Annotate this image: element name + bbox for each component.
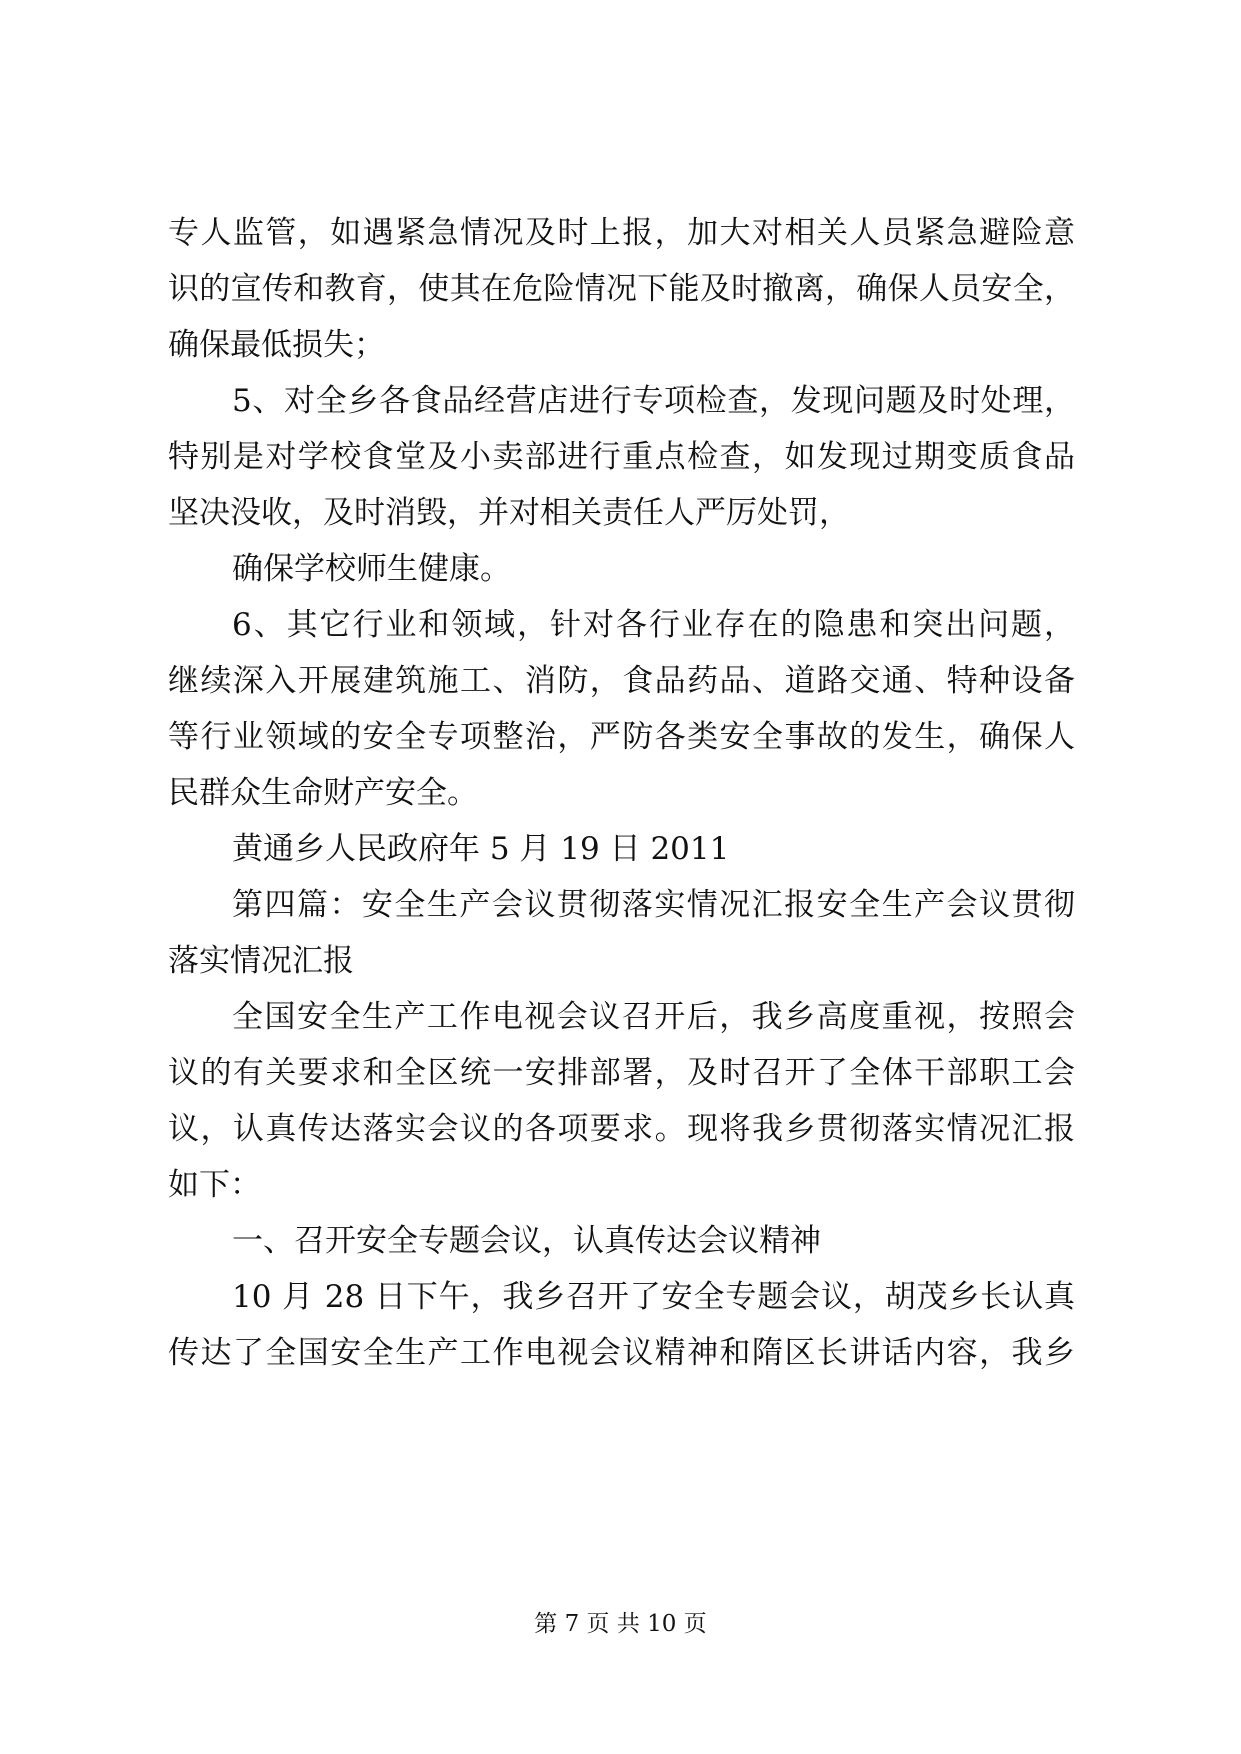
subsection-heading: 一、召开安全专题会议，认真传达会议精神 [232,1223,821,1259]
text-line: 传达了全国安全生产工作电视会议精神和隋区长讲话内容，我乡 [168,1335,1075,1371]
text-line: 识的宣传和教育，使其在危险情况下能及时撤离，确保人员安全， [168,271,1075,307]
section-heading: 第四篇：安全生产会议贯彻落实情况汇报安全生产会议贯彻 [232,887,1075,923]
text-line: 特别是对学校食堂及小卖部进行重点检查，如发现过期变质食品 [168,439,1075,475]
text-line: 继续深入开展建筑施工、消防，食品药品、道路交通、特种设备 [168,663,1075,699]
text-line: 全国安全生产工作电视会议召开后，我乡高度重视，按照会 [232,999,1075,1035]
text-line: 议的有关要求和全区统一安排部署，及时召开了全体干部职工会 [168,1055,1075,1091]
text-line: 如下： [168,1167,261,1203]
page-number-footer: 第 7 页 共 10 页 [534,1611,707,1637]
text-line: 议，认真传达落实会议的各项要求。现将我乡贯彻落实情况汇报 [168,1111,1075,1147]
text-line: 坚决没收，及时消毁，并对相关责任人严厉处罚， [168,495,850,531]
text-line: 等行业领域的安全专项整治，严防各类安全事故的发生，确保人 [168,719,1075,755]
text-line: 6、其它行业和领域，针对各行业存在的隐患和突出问题， [232,607,1075,643]
text-line: 民群众生命财产安全。 [168,775,478,811]
text-line: 5、对全乡各食品经营店进行专项检查，发现问题及时处理， [232,383,1075,419]
text-line: 专人监管，如遇紧急情况及时上报，加大对相关人员紧急避险意 [168,215,1075,251]
text-line: 10 月 28 日下午，我乡召开了安全专题会议，胡茂乡长认真 [232,1279,1075,1315]
signature-date-line: 黄通乡人民政府年 5 月 19 日 2011 [232,831,730,867]
section-heading-continued: 落实情况汇报 [168,943,354,979]
text-line: 确保学校师生健康。 [232,551,511,587]
text-line: 确保最低损失； [168,327,385,363]
